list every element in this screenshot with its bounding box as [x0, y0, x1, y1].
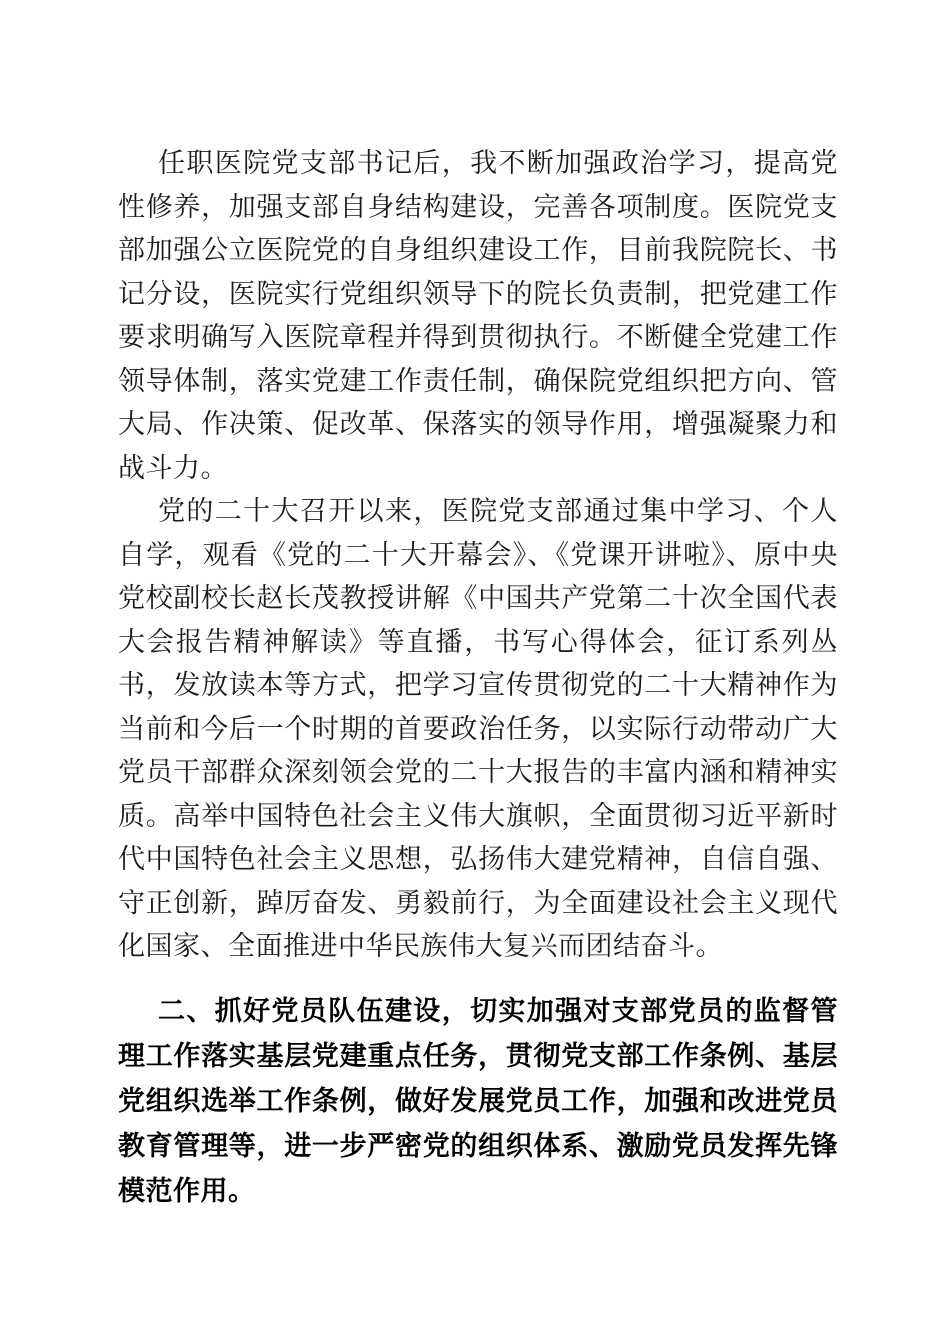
- paragraph-twentieth-congress-study: 党的二十大召开以来，医院党支部通过集中学习、个人自学，观看《党的二十大开幕会》、《党课开讲啦》、原中央党校副校长赵长茂教授讲解《中国共产党第二十次全国代表大会报告精神解读》等直播，书写心得体会，征订系列丛书，发放读本等方式，把学习宣传贯彻党的二十大精神作为当前和今后一个时期的首要政治任务，以实际行动带动广大党员干部群众深刻领会党的二十大报告的丰富内涵和精神实质。高举中国特色社会主义伟大旗帜，全面贯彻习近平新时代中国特色社会主义思想，弘扬伟大建党精神，自信自强、守正创新，踔厉奋发、勇毅前行，为全面建设社会主义现代化国家、全面推进中华民族伟大复兴而团结奋斗。: [118, 496, 838, 962]
- paragraph-party-branch-building: 任职医院党支部书记后，我不断加强政治学习，提高党性修养，加强支部自身结构建设，完善各项制度。医院党支部加强公立医院党的自身组织建设工作，目前我院院长、书记分设，医院实行党组织领导下的院长负责制，把党建工作要求明确写入医院章程并得到贯彻执行。不断健全党建工作领导体制，落实党建工作责任制，确保院党组织把方向、管大局、作决策、促改革、保落实的领导作用，增强凝聚力和战斗力。: [118, 148, 838, 484]
- document-body: [118, 142, 838, 1214]
- section-heading-party-member-team: 二、抓好党员队伍建设，切实加强对支部党员的监督管理工作落实基层党建重点任务，贯彻党支部工作条例、基层党组织选举工作条例，做好发展党员工作，加强和改进党员教育管理等，进一步严密党的组织体系、激励党员发挥先锋模范作用。: [118, 995, 838, 1207]
